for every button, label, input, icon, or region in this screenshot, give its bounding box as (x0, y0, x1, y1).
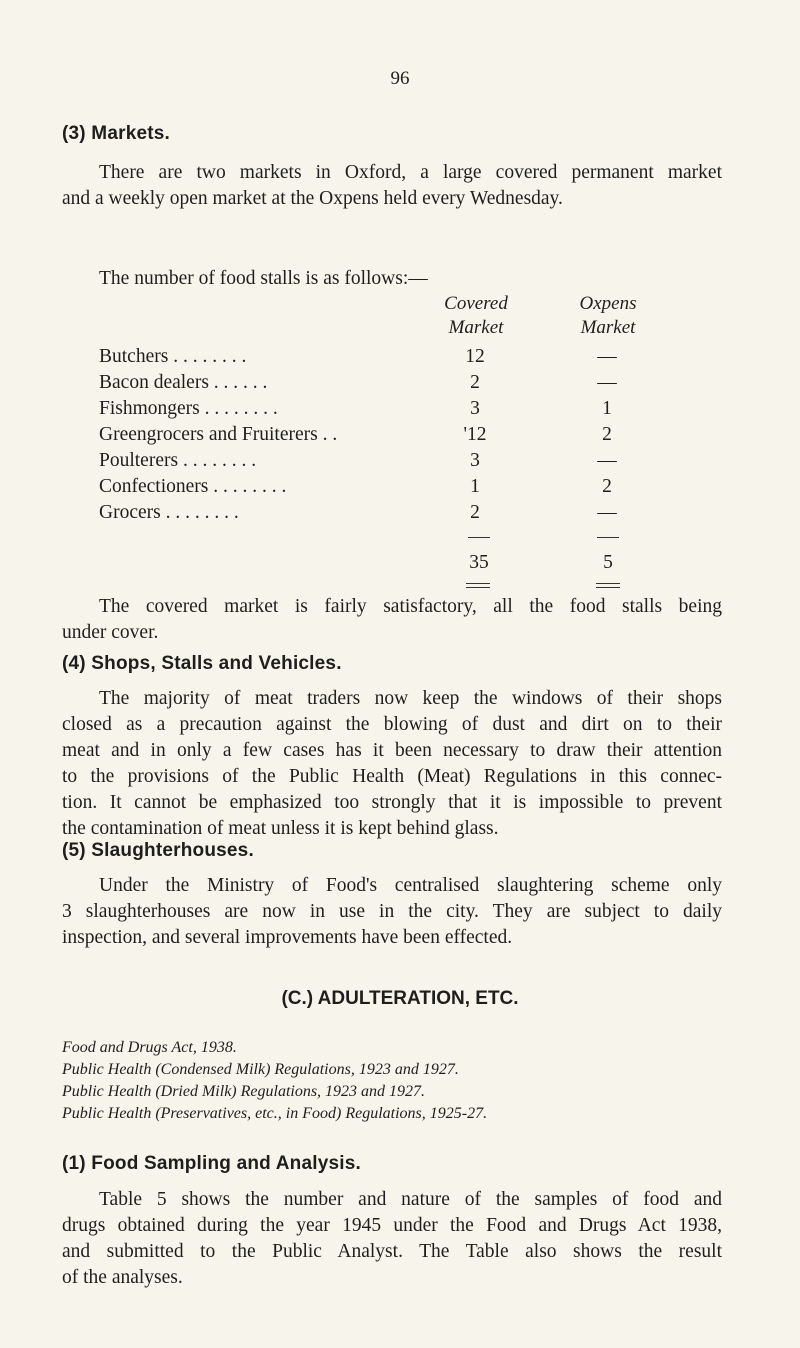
table-row (99, 476, 699, 502)
covered-value: 3 (470, 450, 480, 471)
table-row (99, 450, 699, 476)
paragraph-line: Table 5 shows the number and nature of the samples of food and (99, 1189, 722, 1210)
sampling-heading: (1) Food Sampling and Analysis. (62, 1153, 361, 1174)
paragraph-line: tion. It cannot be emphasized too strongly that it is impossible to prevent (62, 792, 722, 813)
table-row (99, 398, 699, 424)
slaughter-paragraph (62, 873, 722, 951)
act-citation: Public Health (Dried Milk) Regulations, 1923 and 1927. (62, 1083, 426, 1100)
total-rule-covered (468, 537, 490, 538)
adulteration-heading: (C.) ADULTERATION, ETC. (281, 988, 519, 1009)
paragraph-line: There are two markets in Oxford, a large covered permanent market (99, 162, 722, 183)
paragraph-line: Under the Ministry of Food's centralised slaughtering scheme only (99, 875, 722, 896)
sampling-paragraph (62, 1187, 722, 1291)
total-rule-oxpens (597, 537, 619, 538)
row-label: Grocers . . . . . . . . (99, 502, 239, 523)
paragraph-line: meat and in only a few cases has it been necessary to draw their attention (62, 740, 722, 761)
markets-conclusion (62, 594, 722, 646)
markets-paragraph (62, 160, 722, 212)
row-label: Fishmongers . . . . . . . . (99, 398, 278, 419)
double-rule-oxpens (596, 583, 620, 588)
shops-heading: (4) Shops, Stalls and Vehicles. (62, 653, 342, 674)
row-label: Bacon dealers . . . . . . (99, 372, 268, 393)
stalls-intro: The number of food stalls is as follows:— (99, 268, 428, 289)
covered-value: 2 (470, 372, 480, 393)
oxpens-value: 1 (602, 398, 612, 419)
slaughter-heading: (5) Slaughterhouses. (62, 840, 254, 861)
table-row (99, 346, 699, 372)
paragraph-line: the contamination of meat unless it is kept behind glass. (62, 818, 499, 839)
row-label: Greengrocers and Fruiterers . . (99, 424, 338, 445)
oxpens-value: 2 (602, 424, 612, 445)
table-row (99, 502, 699, 528)
oxpens-value: — (597, 346, 617, 367)
paragraph-line: closed as a precaution against the blowing of dust and dirt on to their (62, 714, 722, 735)
paragraph-line: 3 slaughterhouses are now in use in the city. They are subject to daily (62, 901, 722, 922)
paragraph-line: of the analyses. (62, 1267, 183, 1288)
table-row (99, 424, 699, 450)
paragraph-line: The majority of meat traders now keep the windows of their shops (99, 688, 722, 709)
row-label: Butchers . . . . . . . . (99, 346, 247, 367)
oxpens-value: 2 (602, 476, 612, 497)
row-label: Confectioners . . . . . . . . (99, 476, 287, 497)
paragraph-line: and a weekly open market at the Oxpens held every Wednesday. (62, 188, 563, 209)
covered-value: 1 (470, 476, 480, 497)
paragraph-line: under cover. (62, 622, 159, 643)
paragraph-line: and submitted to the Public Analyst. The Table also shows the result (62, 1241, 722, 1262)
shops-paragraph (62, 686, 722, 842)
total-covered: 35 (469, 552, 489, 573)
paragraph-line: inspection, and several improvements have been effected. (62, 927, 513, 948)
oxpens-value: — (597, 372, 617, 393)
oxpens-value: — (597, 502, 617, 523)
covered-value: 2 (470, 502, 480, 523)
covered-value: 3 (470, 398, 480, 419)
act-citation: Food and Drugs Act, 1938. (62, 1039, 237, 1056)
page-number: 96 (390, 68, 410, 89)
act-citation: Public Health (Preservatives, etc., in Food) Regulations, 1925-27. (62, 1105, 488, 1122)
column-header-oxpens: Oxpens Market (579, 293, 637, 338)
double-rule-covered (466, 583, 490, 588)
column-header-covered: Covered Market (444, 293, 508, 338)
act-citation: Public Health (Condensed Milk) Regulations, 1923 and 1927. (62, 1061, 459, 1078)
acts-list (62, 1037, 487, 1125)
markets-heading: (3) Markets. (62, 123, 170, 144)
paragraph-line: The covered market is fairly satisfactory, all the food stalls being (99, 596, 722, 617)
table-row (99, 372, 699, 398)
oxpens-value: — (597, 450, 617, 471)
row-label: Poulterers . . . . . . . . (99, 450, 257, 471)
covered-value: '12 (463, 424, 487, 445)
covered-value: 12 (465, 346, 485, 367)
paragraph-line: to the provisions of the Public Health (Meat) Regulations in this connec- (62, 766, 722, 787)
total-oxpens: 5 (603, 552, 613, 573)
paragraph-line: drugs obtained during the year 1945 under the Food and Drugs Act 1938, (62, 1215, 722, 1236)
